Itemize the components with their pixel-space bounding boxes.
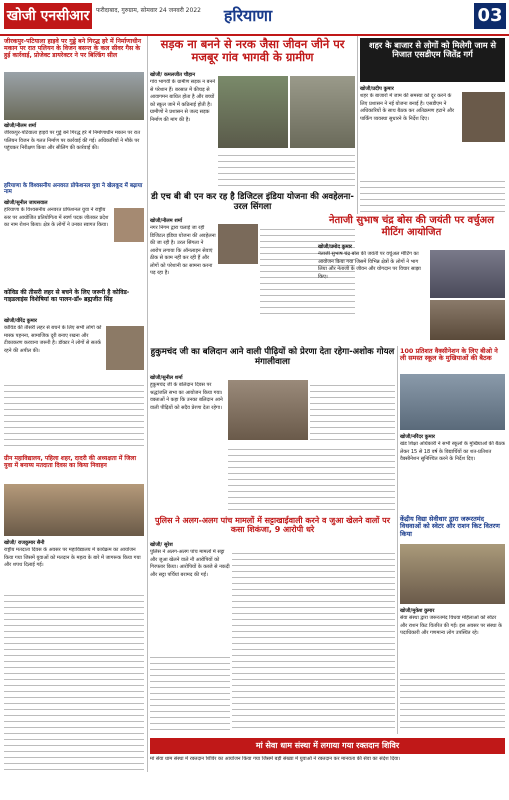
masthead	[0, 0, 509, 36]
story-4-photo	[114, 208, 144, 242]
story-3-headline: शहर के बाजार से लोगों को मिलेगी जाम से निजात एसडीएम जितेंद्र गर्ग	[369, 40, 496, 60]
dateline: फरीदाबाद, गुरुग्राम, सोमवार 24 जनवरी 2022	[96, 7, 201, 14]
column-divider-1	[147, 36, 148, 772]
story-8-text-block-2	[310, 380, 395, 440]
story-9-byline: खोजी/नरिंदर कुमार	[400, 434, 435, 440]
story-9-body: खंड शिक्षा अधिकारी ने सभी स्कूलों के मुखियाओं की बैठक लेकर 15 से 18 वर्ष के विद्यार्थियों का शत-प्रतिशत वैक्सीनेशन सुनिश्चित करने के निर्देश दिए।	[400, 441, 505, 462]
story-11-headline: पुलिस ने अलग-अलग पांच मामलों में सट्टाखाईवाली करने व जुआ खेलने वालों पर कसा शिकंजा, 9 आरोपी धरे	[155, 516, 390, 535]
story-8-headline: हुकुमचंद जी का बलिदान आने वाली पीढ़ियों को प्रेरणा देता रहेगा-अशोक गोयल मंगालीवाला	[150, 347, 395, 367]
story-5-photo	[218, 224, 258, 264]
story-11-text-block-2	[150, 652, 230, 733]
story-7-body: कोविड की तीसरी लहर से बचने के लिए सभी लोगों को मास्क पहनना, सामाजिक दूरी बनाए रखना और टीकाकरण करवाना जरूरी है। डॉक्टर ने लोगों से सतर्क रहने की अपील की।	[4, 325, 102, 354]
story-2-byline: खोजी/ कमलजीत चौहान	[150, 72, 195, 78]
story-13-body: मां सेवा धाम संस्था में रक्तदान शिविर का आयोजन किया गया जिसमें बड़ी संख्या में युवाओं ने रक्तदान कर मानवता की सेवा का संदेश दिया।	[150, 756, 401, 762]
story-11-body: पुलिस ने अलग-अलग पांच मामलों में सट्टा और जुआ खेलने वाले नौ आरोपियों को गिरफ्तार किया। आरोपियों के कब्जे से नकदी और सट्टा पर्चियां बरामद की गईं।	[150, 549, 230, 578]
column-divider-2	[357, 36, 358, 214]
story-2-headline: सड़क ना बनने से नरक जैसा जीवन जीने पर मजबूर गांव भागवी के ग्रामीण	[160, 37, 345, 65]
story-7-byline: खोजी/वीरेंद्र कुमार	[4, 318, 37, 324]
story-1-headline: जीरकपुर-पटियाला हाइवे पर गुड्डे बने गिरद्ध हरे में निर्माणाधीन मकान पर रात पलियन के विजन बसन्त के कल सीवर गैस के हुई कार्रवाई, प्रोजेक्ट डायरेक्टर ने पर बिल्डिंग सील	[4, 38, 142, 60]
story-10-headline: ग्रीन महाविद्यालय, पहिला शहर, दादरी की अध्यक्षता में जिला युवा में बनाय्य मतदाता दिवस का किया निवाहन	[4, 455, 137, 469]
story-8-photo	[228, 380, 308, 440]
story-10-body: राष्ट्रीय मतदाता दिवस के अवसर पर महाविद्यालय में कार्यक्रम का आयोजन किया गया जिसमें युवाओं को मतदान के महत्व के बारे में जागरूक किया गया और शपथ दिलाई गई।	[4, 547, 141, 568]
story-1-body: जीरकपुर-पटियाला हाइवे पर गुड्डे बने गिरद्ध हरे में निर्माणाधीन मकान पर रात पलियन विजन के गलत निर्माण पर कार्रवाई की गई। अधिकारियों ने मौके पर पहुंचकर निरीक्षण किया और सीलिंग की कार्रवाई की।	[4, 130, 141, 151]
story-12-body: सेवा संस्था द्वारा जरूरतमंद विधवा महिलाओं को स्वेटर और राशन किट वितरित की गईं। इस अवसर पर संस्था के पदाधिकारी और गणमान्य लोग उपस्थित रहे।	[400, 615, 502, 636]
story-1-photo	[4, 72, 144, 120]
story-3-headline-box	[360, 38, 505, 82]
story-12-headline: केंद्रीय विद्या सेवीधार द्वारा जरूरतमंद विधवाओं को स्वेटर और राशन किट वितरण किया	[400, 515, 500, 538]
story-4-body: हरियाणा के विश्वसनीय अनवरत प्रोफेशनल युवा ने राष्ट्रीय स्तर पर आयोजित प्रतियोगिता में स्वर्ण पदक जीतकर प्रदेश का नाम रोशन किया। क्षेत्र के लोगों ने उनका स्वागत किया।	[4, 207, 109, 228]
story-2-photo-1	[218, 76, 288, 148]
story-7-photo	[106, 326, 144, 370]
story-9-photo	[400, 374, 505, 430]
story-5-body: नगर निगम द्वारा चलाई जा रही डिजिटल इंडिया योजना की अवहेलना की जा रही है। उरल सिंगला ने आरोप लगाया कि ऑनलाइन सेवाएं ठीक से काम नहीं कर रही हैं और लोगों को परेशानी का सामना करना पड़ रहा है।	[150, 225, 216, 276]
story-12-photo	[400, 544, 505, 604]
story-11-byline: खोजी/ सुरेश	[150, 542, 173, 548]
story-2-photo-2	[290, 76, 355, 148]
story-6-photo-2	[430, 300, 505, 340]
story-11-text-block	[232, 548, 395, 733]
story-4-byline: खोजी/सुनील जायसवाल	[4, 200, 48, 206]
story-1-byline: खोजी/नीलम शर्मा	[4, 123, 37, 129]
story-3-body: शहर के बाजारों में जाम की समस्या को दूर करने के लिए प्रशासन ने नई योजना बनाई है। एसडीएम ने अधिकारियों के साथ बैठक कर अतिक्रमण हटाने और पार्किंग व्यवस्था सुधारने के निर्देश दिए।	[360, 93, 454, 122]
story-6-photo-1	[430, 250, 505, 298]
story-5-headline: डी एच बी बी एन कर रह है डिजिटल इंडिया योजना की अवहेलना-उरल सिंगला	[151, 192, 354, 212]
story-3-byline: खोजी/प्रदीप कुमार	[360, 86, 394, 92]
story-10-text-block	[4, 590, 144, 770]
section-title: हरियाणा	[223, 6, 273, 25]
story-5-byline: खोजी/नीलम शर्मा	[150, 218, 183, 224]
story-2-body: गांव भागवी के ग्रामीण सड़क न बनने से परेशान हैं। बरसात में कीचड़ से आवागमन बाधित होता है और बच्चों को स्कूल जाने में कठिनाई होती है। ग्रामीणों ने प्रशासन से जल्द सड़क निर्माण की मांग की है।	[150, 79, 216, 123]
story-13-headline: मां सेवा धाम संस्था में लगाया गया रक्तदान शिविर	[150, 738, 505, 754]
story-3-text-block	[360, 176, 505, 212]
newspaper-logo: खोजी एनसीआर	[4, 3, 92, 29]
story-8-byline: खोजी/सुनील शर्मा	[150, 375, 183, 381]
story-6-headline: नेताजी सुभाष चंद्र बोस की जयंती पर वर्चुअल मीटिंग आयोजित	[329, 215, 494, 238]
story-8-text-block	[228, 444, 395, 512]
story-12-text-block	[400, 668, 505, 733]
story-10-photo	[4, 484, 144, 536]
story-7-headline: कोविड की तीसरी लहर से बचने के लिए जरूरी है कोविड-गाइडलाइंस विशेषियां का पालन-डॉ० ब्रह्मजीत सिंह	[4, 289, 130, 303]
story-2-text-block	[218, 150, 355, 190]
story-6-byline: खोजी/प्रमोद कुमार	[318, 244, 352, 250]
story-4-headline: हरियाणा के विश्वसनीय अनवरत प्रोफेशनल युवा ने खेलकूद में बढ़ाया नाम	[4, 183, 143, 196]
story-12-byline: खोजी/मुकेश कुमार	[400, 608, 435, 614]
story-8-body: हुकुमचंद जी के बलिदान दिवस पर श्रद्धांजलि सभा का आयोजन किया गया। वक्ताओं ने कहा कि उनका बलिदान आने वाली पीढ़ियों को सदैव प्रेरणा देता रहेगा।	[150, 382, 223, 411]
story-9-headline: 100 प्रतिशत वैक्सीनेशन के लिए बीओ ने ली समस्त स्कूल के मुखियाओं की बैठक	[400, 347, 498, 363]
story-6-body: नेताजी सुभाष चंद्र बोस की जयंती पर वर्चुअल मीटिंग का आयोजन किया गया जिसमें विभिन्न क्षेत्रों के लोगों ने भाग लिया और नेताजी के जीवन और योगदान पर विचार साझा किए।	[318, 251, 421, 280]
story-3-photo	[462, 92, 505, 142]
column-divider-3	[397, 346, 398, 734]
story-10-byline: खोजी/ राजकुमार सैनी	[4, 540, 45, 546]
page-number: 03	[474, 3, 506, 29]
story-7-text-block	[4, 380, 144, 450]
